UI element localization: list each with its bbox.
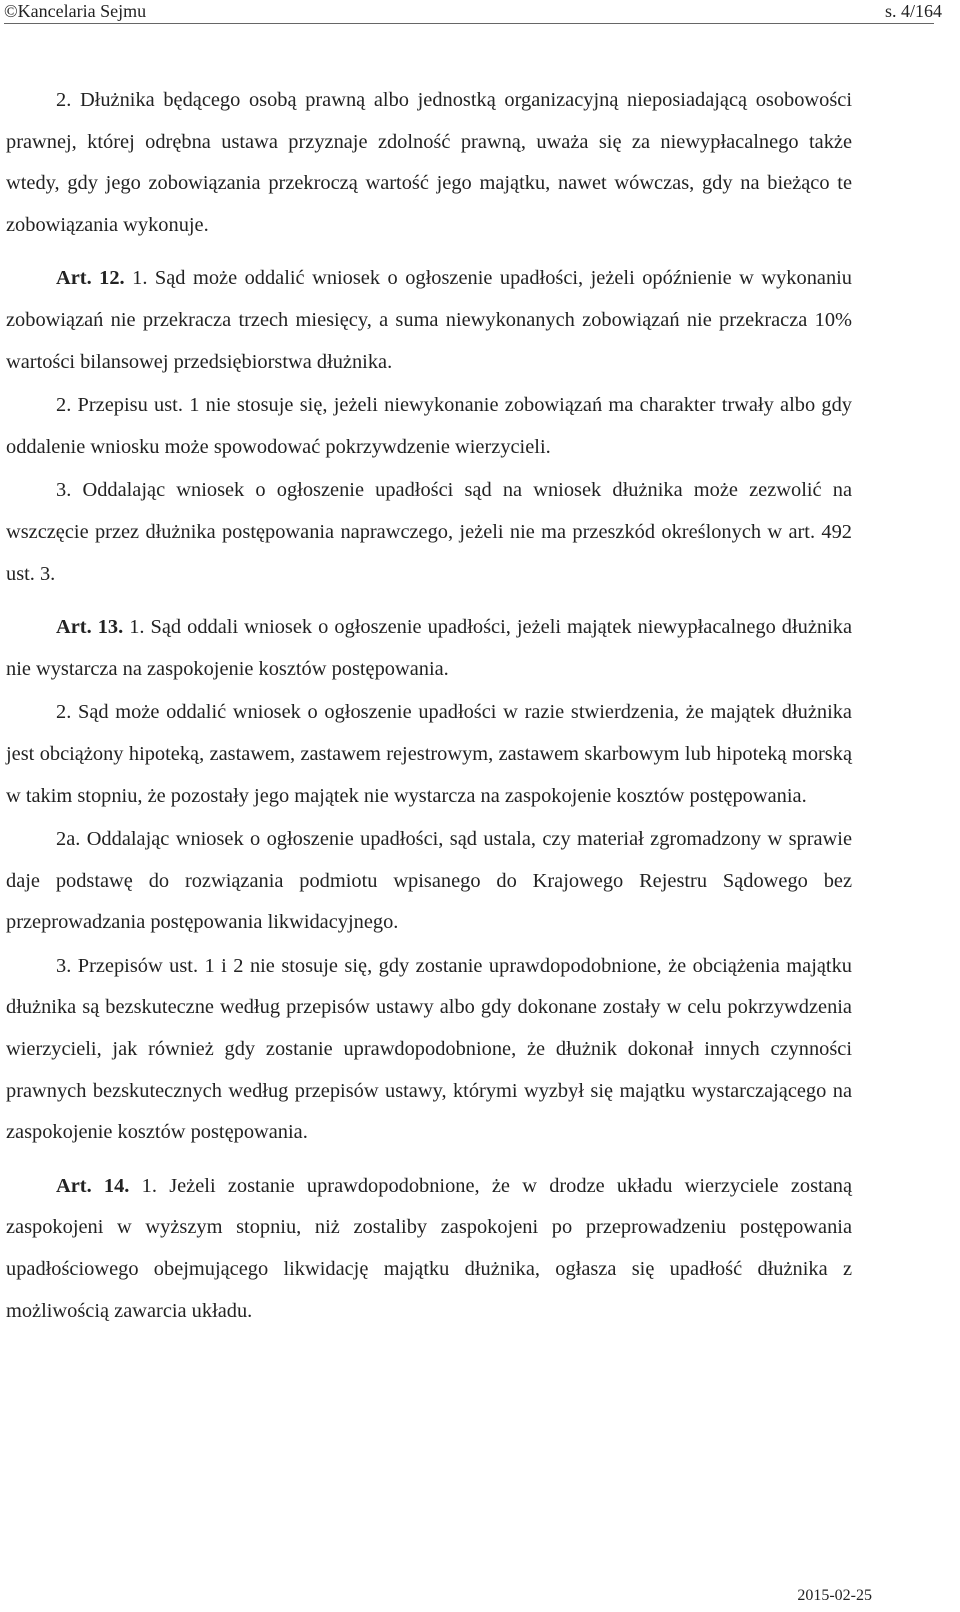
paragraph-text: 1. Sąd oddali wniosek o ogłoszenie upadłości, jeżeli majątek niewypłacalnego dłużnika nie wystarcza na zaspokojenie kosztów postępowania. xyxy=(6,616,853,680)
paragraph xyxy=(6,385,852,468)
paragraph-text: 1. Jeżeli zostanie uprawdopodobnione, że w drodze układu wierzyciele zostaną zaspokojeni w wyższym stopniu, niż zostaliby zaspokojeni po przeprowadzeniu postępowania upadłościowego obejmującego likwidację majątku dłużnika, ogłasza się upadłość dłużnika z możliwością zawarcia układu. xyxy=(6,1174,852,1322)
footer-date: 2015-02-25 xyxy=(797,1587,872,1604)
paragraph xyxy=(6,692,852,817)
paragraph xyxy=(6,470,852,595)
page-number: s. 4/164 xyxy=(884,1,942,21)
paragraph-text: 2. Przepisu ust. 1 nie stosuje się, jeżeli niewykonanie zobowiązań ma charakter trwały albo gdy oddalenie wniosku może spowodować pokrzywdzenie wierzycieli. xyxy=(6,394,852,458)
paragraph-text: 1. Sąd może oddalić wniosek o ogłoszenie upadłości, jeżeli opóźnienie w wykonaniu zobowiązań nie przekracza trzech miesięcy, a suma niewykonanych zobowiązań nie przekracza 10% wartości bilansowej przedsiębiorstwa dłużnika. xyxy=(6,267,852,373)
document-body xyxy=(6,80,852,1332)
paragraph xyxy=(6,80,852,246)
header-divider xyxy=(4,23,934,24)
paragraph xyxy=(6,946,852,1154)
paragraph-text: 3. Przepisów ust. 1 i 2 nie stosuje się, gdy zostanie uprawdopodobnione, że obciążenia majątku dłużnika są bezskuteczne według przepisów ustawy albo gdy dokonane zostały w celu pokrzywdzenia wierzycieli, jak również gdy zostanie uprawdopodobnione, że dłużnik dokonał innych czynności prawnych bezskutecznych według przepisów ustawy, którymi wyzbył się majątku wystarczającego na zaspokojenie kosztów postępowania. xyxy=(6,954,852,1144)
paragraph-text: 2a. Oddalając wniosek o ogłoszenie upadłości, sąd ustala, czy materiał zgromadzony w sprawie daje podstawę do rozwiązania podmiotu wpisanego do Krajowego Rejestru Sądowego bez przeprowadzania postępowania likwidacyjnego. xyxy=(6,828,852,934)
article-heading: Art. 12. xyxy=(56,267,125,290)
header-copyright: ©Kancelaria Sejmu xyxy=(4,1,147,21)
paragraph xyxy=(6,258,852,383)
paragraph-text: 2. Sąd może oddalić wniosek o ogłoszenie upadłości w razie stwierdzenia, że majątek dłużnika jest obciążony hipoteką, zastawem, zastawem rejestrowym, zastawem skarbowym lub hipoteką morską w takim stopniu, że pozostały jego majątek nie wystarcza na zaspokojenie kosztów postępowania. xyxy=(6,701,852,807)
article-heading: Art. 14. xyxy=(56,1174,130,1197)
article-heading: Art. 13. xyxy=(56,616,124,639)
paragraph xyxy=(6,1166,852,1332)
paragraph-text: 2. Dłużnika będącego osobą prawną albo jednostką organizacyjną nieposiadającą osobowości prawnej, której odrębna ustawa przyznaje zdolność prawną, uważa się za niewypłacalnego także wtedy, gdy jego zobowiązania przekroczą wartość jego majątku, nawet wówczas, gdy na bieżąco te zobowiązania wykonuje. xyxy=(6,89,852,236)
paragraph xyxy=(6,607,852,690)
paragraph-text: 3. Oddalając wniosek o ogłoszenie upadłości sąd na wniosek dłużnika może zezwolić na wszczęcie przez dłużnika postępowania naprawczego, jeżeli nie ma przeszkód określonych w art. 492 ust. 3. xyxy=(6,479,852,585)
paragraph xyxy=(6,819,852,944)
